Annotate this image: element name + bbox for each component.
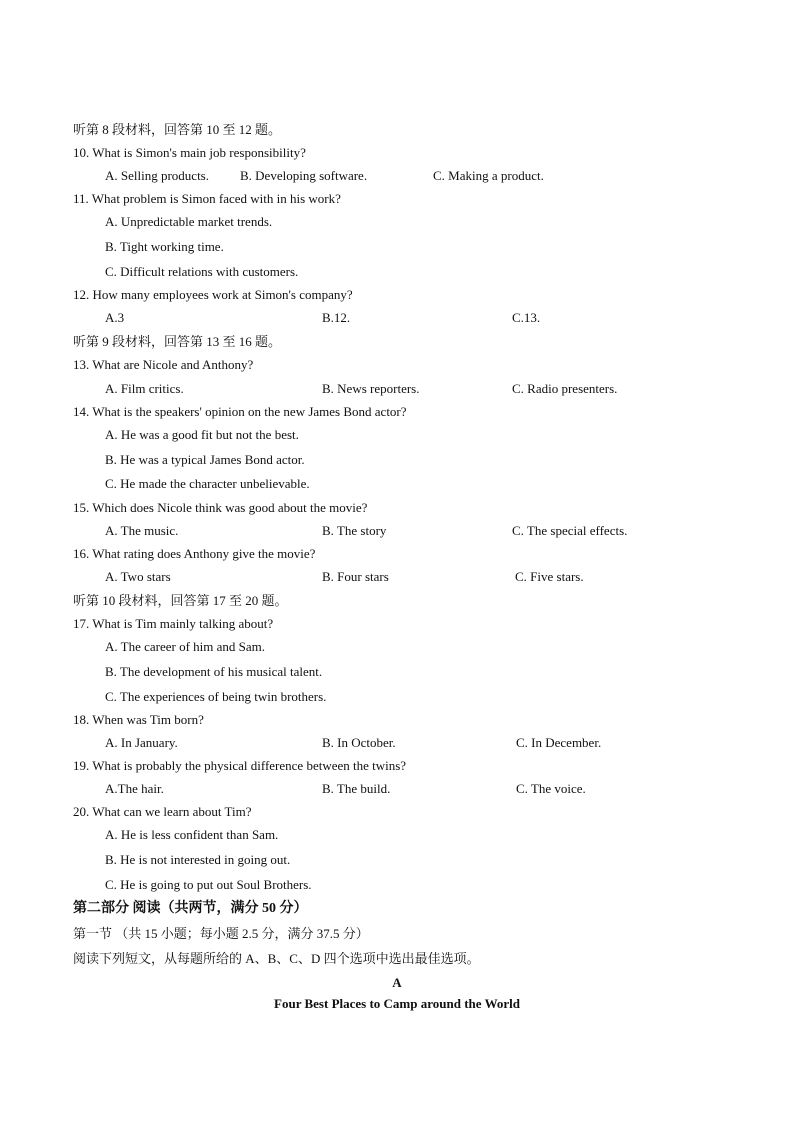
question-15-option-c: C. The special effects. [512, 523, 628, 538]
question-18-option-a: A. In January. [105, 735, 178, 750]
question-15-option-a: A. The music. [105, 523, 179, 538]
question-13-stem: 13. What are Nicole and Anthony? [73, 357, 254, 372]
passage-title: Four Best Places to Camp around the World [274, 996, 520, 1011]
question-13-option-c: C. Radio presenters. [512, 381, 618, 396]
question-17-option-b: B. The development of his musical talent. [105, 664, 323, 679]
question-10-option-b: B. Developing software. [240, 168, 368, 183]
question-14-stem: 14. What is the speakers' opinion on the new James Bond actor? [73, 404, 407, 419]
question-11-stem: 11. What problem is Simon faced with in his work? [73, 191, 341, 206]
question-16-option-b: B. Four stars [322, 569, 389, 584]
question-19-stem: 19. What is probably the physical difference between the twins? [73, 758, 407, 773]
section-9-heading: 听第 9 段材料，回答第 13 至 16 题。 [73, 334, 282, 349]
question-10-stem: 10. What is Simon's main job responsibility? [73, 145, 306, 160]
question-13-option-a: A. Film critics. [105, 381, 184, 396]
question-15-option-b: B. The story [322, 523, 387, 538]
section-1-heading: 第一节 （共 15 小题；每小题 2.5 分，满分 37.5 分） [73, 926, 369, 941]
question-18-stem: 18. When was Tim born? [73, 712, 204, 727]
question-13-option-b: B. News reporters. [322, 381, 420, 396]
question-14-option-c: C. He made the character unbelievable. [105, 476, 310, 491]
question-14-option-b: B. He was a typical James Bond actor. [105, 452, 305, 467]
section-8-heading: 听第 8 段材料，回答第 10 至 12 题。 [73, 122, 282, 137]
question-11-option-c: C. Difficult relations with customers. [105, 264, 299, 279]
question-12-option-a: A.3 [105, 310, 125, 325]
question-20-option-c: C. He is going to put out Soul Brothers. [105, 877, 312, 892]
question-16-option-c: C. Five stars. [515, 569, 584, 584]
question-17-option-c: C. The experiences of being twin brothers. [105, 689, 327, 704]
question-20-option-a: A. He is less confident than Sam. [105, 827, 279, 842]
question-10-option-c: C. Making a product. [433, 168, 544, 183]
question-16-stem: 16. What rating does Anthony give the movie? [73, 546, 316, 561]
question-12-option-c: C.13. [512, 310, 541, 325]
part-2-title: 第二部分 阅读（共两节，满分 50 分） [73, 901, 308, 916]
question-17-option-a: A. The career of him and Sam. [105, 639, 266, 654]
question-18-option-c: C. In December. [516, 735, 602, 750]
question-11-option-a: A. Unpredictable market trends. [105, 214, 273, 229]
question-10-option-a: A. Selling products. [105, 168, 209, 183]
question-19-option-a: A.The hair. [105, 781, 164, 796]
question-11-option-b: B. Tight working time. [105, 239, 224, 254]
reading-instruction: 阅读下列短文，从每题所给的 A、B、C、D 四个选项中选出最佳选项。 [73, 951, 480, 966]
question-14-option-a: A. He was a good fit but not the best. [105, 427, 299, 442]
section-10-heading: 听第 10 段材料，回答第 17 至 20 题。 [73, 593, 288, 608]
question-20-stem: 20. What can we learn about Tim? [73, 804, 252, 819]
question-19-option-c: C. The voice. [516, 781, 586, 796]
question-16-option-a: A. Two stars [105, 569, 171, 584]
question-15-stem: 15. Which does Nicole think was good about the movie? [73, 500, 368, 515]
question-12-option-b: B.12. [322, 310, 351, 325]
question-18-option-b: B. In October. [322, 735, 396, 750]
question-12-stem: 12. How many employees work at Simon's company? [73, 287, 353, 302]
question-19-option-b: B. The build. [322, 781, 391, 796]
question-17-stem: 17. What is Tim mainly talking about? [73, 616, 274, 631]
passage-letter: A [392, 975, 402, 990]
question-20-option-b: B. He is not interested in going out. [105, 852, 291, 867]
